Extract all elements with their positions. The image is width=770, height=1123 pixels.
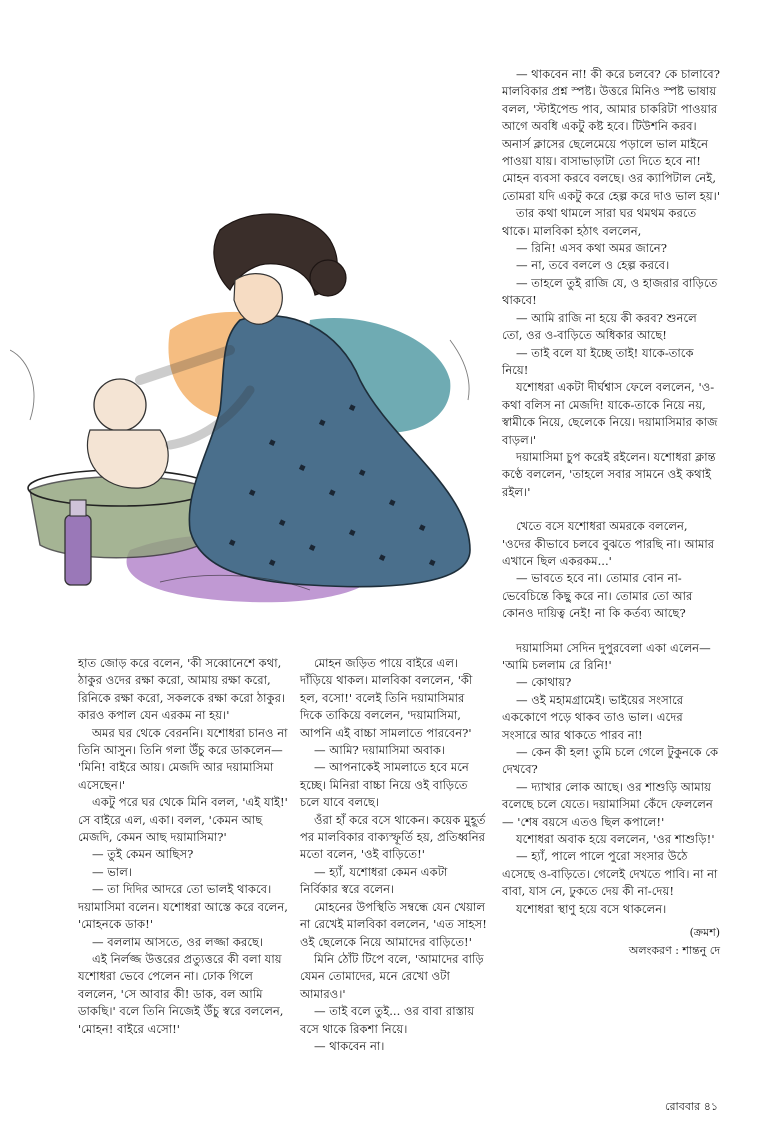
paragraph: যশোধরা অবাক হয়ে বললেন, 'ওর শাশুড়ি!' (516, 832, 715, 847)
paragraph: — তা দিদির আদরে তো ভালই থাকবে। দয়ামাসিমা বলেন। যশোধরা আস্তে করে বলেন, 'মোহনকে ডাক!' (78, 882, 288, 932)
paragraph: — তাই বলে যা ইচ্ছে তাই! যাকে-তাকে নিয়ে! (502, 345, 694, 377)
paragraph: — কেন কী হল! তুমি চলে গেলে টুকুনকে কে দেখবে? (502, 745, 719, 777)
column-bottom-middle (300, 655, 488, 1055)
page-footer: রোববার ৪১ (665, 1100, 718, 1113)
basin (30, 477, 210, 558)
paragraph: — আমি? দয়ামাসিমা অবাক। (314, 743, 446, 758)
paragraph: যশোধরা একটা দীর্ঘশ্বাস ফেলে বললেন, 'ও-কথা বলিস না মেজদি! যাকে-তাকে নিয়ে নয়, স্বামীকে নিয়ে, ছেলেকে নিয়ে। দয়ামাসিমার কাজ বাড়ল।' (502, 380, 718, 447)
paragraph: — থাকবেন না! কী করে চলবে? কে চালাবে? মালবিকার প্রশ্ন স্পষ্ট। উত্তরে মিনিও স্পষ্ট ভাষায় বলল, 'স্টাইপেন্ড পাব, আমার চাকরিটা পাওয়ার আগে অবধি একটু কষ্ট হবে। টিউশনি করব। অনার্স ক্লাসের ছেলেমেয়ে পড়ালে ভাল মাইনে পাওয়া যায়। বাসাভাড়াটা তো দিতে হবে না! মোহন ব্যবসা করবে বলছে। ওর ক্যাপিটাল নেই, তোমরা যদি একটু করে হেল্প করে দাও ভাল হয়।' (502, 67, 721, 203)
baby-head (94, 379, 146, 431)
paragraph: অমর ঘর থেকে বেরননি। যশোধরা চানও না তিনি আসুন। তিনি গলা উঁচু করে ডাকলেন— 'মিনি! বাইরে আয়। মেজদি আর দয়ামাসিমা এসেছেন।' (78, 725, 288, 792)
paragraph: — দ্যাখার লোক আছে। ওর শাশুড়ি আমায় বলেছে চলে যেতে। দয়ামাসিমা কেঁদে ফেললেন— 'শেষ বয়সে এতও ছিল কপালে!' (502, 779, 713, 829)
paragraph: — আপনাকেই সামলাতে হবে মনে হচ্ছে। মিনিরা বাচ্চা নিয়ে ওই বাড়িতে চলে যাবে বলছে। (300, 760, 469, 810)
continued-marker: (ক্রমশ) (689, 926, 720, 940)
column-bottom-left (78, 655, 288, 1038)
paragraph: — কোথায়? (516, 675, 572, 690)
paragraph: — তাহলে তুই রাজি যে, ও হাজরার বাড়িতে থাকবে! (502, 275, 718, 308)
paragraph: — ভাবতে হবে না। তোমার বোন না-ভেবেচিন্তে কিছু করে না। তোমার তো আর কোনও দায়িত্ব নেই! না কি কর্তব্য আছে? (502, 571, 693, 621)
paragraph: একটু পরে ঘর থেকে মিনি বলল, 'এই যাই!' সে বাইরে এল, একা। বলল, 'কেমন আছ মেজদি, কেমন আছ দয়ামাসিমা?' (78, 795, 288, 845)
paragraph: — বললাম আসতে, ওর লজ্জা করছে। (92, 934, 264, 949)
paragraph: হাত জোড় করে বলেন, 'কী সব্বোনেশে কথা, ঠাকুর ওদের রক্ষা করো, আমায় রক্ষা করো, রিনিকে রক্ষা করো, সকলকে রক্ষা করো ঠাকুর। কারও কপাল যেন এরকম না হয়।' (78, 656, 286, 723)
paragraph: — রিনি! এসব কথা অমর জানে? (516, 241, 667, 256)
paragraph: — থাকবেন না। (314, 1038, 385, 1053)
paragraph: — হ্যাঁ, পালে পালে পুরো সংসার উঠে এসেছে ও-বাড়িতে। গেলেই দেখতে পাবি। না না বাবা, যাস নে, ঢুকতে দেয় কী না-দেয়! (502, 849, 718, 899)
paragraph: দয়ামাসিমা চুপ করেই রইলেন। যশোধরা ক্লান্ত কণ্ঠে বললেন, 'তাহলে সবার সামনে ওই কথাই রইল।' (502, 449, 716, 499)
paragraph: তার কথা থামলে সারা ঘর থমথম করতে থাকে। মালবিকা হঠাৎ বললেন, (502, 206, 697, 238)
paragraph: মিনি ঠোঁট টিপে বলে, 'আমাদের বাড়ি যেমন তোমাদের, মনে রেখো ওটা আমারও।' (300, 951, 484, 1001)
paragraph: — আমি রাজি না হয়ে কী করব? শুনলে তো, ওর ও-বাড়িতে অধিকার আছে! (502, 310, 697, 343)
lotion-bottle (65, 515, 91, 585)
paragraph: এই নির্লজ্জ উত্তরের প্রত্যুত্তরে কী বলা যায় যশোধরা ভেবে পেলেন না। ঢোক গিলে বললেন, 'সে আবার কী! ডাক, বল আমি ডাকছি।' বলে তিনি নিজেই উঁচু স্বরে বললেন, 'মোহন! বাইরে এসো!' (78, 951, 284, 1036)
paragraph: — তাই বলে তুই... ওর বাবা রাস্তায় বসে থাকে রিকশা নিয়ে। (300, 1004, 475, 1036)
column-top-right (502, 66, 720, 959)
paragraph: — ভাল। (92, 864, 133, 879)
lotion-bottle-cap (70, 500, 86, 516)
woman-hair-bun (310, 260, 346, 296)
paragraph: ওঁরা হাঁ করে বসে থাকেন। কয়েক মুহূর্ত পর মালবিকার বাক্যস্ফূর্তি হয়, প্রতিধ্বনির মতো বলেন, 'ওই বাড়িতে!' (300, 812, 486, 862)
paragraph: যশোধরা স্থাণু হয়ে বসে থাকলেন। (516, 901, 667, 916)
paragraph: দয়ামাসিমা সেদিন দুপুরবেলা একা এলেন— 'আমি চললাম রে রিনি!' (502, 640, 711, 672)
paragraph: — ওই মহামগ্রামেই। ভাইয়ের সংসারে এককোণে পড়ে থাকব তাও ভাল। এদের সংসারে আর থাকতে পারব না! (502, 692, 684, 742)
illustration-credit: অলংকরণ : শান্তনু দে (628, 943, 720, 957)
paragraph: মোহন জড়িত পায়ে বাইরে এল। দাঁড়িয়ে থাকল। মালবিকা বললেন, 'কী হল, বসো!' বলেই তিনি দয়ামাসিমার দিকে তাকিয়ে বললেন, 'দয়ামাসিমা, আপনি এই বাচ্চা সামলাতে পারবেন?' (300, 656, 473, 740)
paragraph: — তুই কেমন আছিস? (92, 847, 194, 862)
paragraph: খেতে বসে যশোধরা অমরকে বললেন, 'ওদের কীভাবে চলবে বুঝতে পারছি না। আমার এখানে ছিল একরকম...' (502, 519, 715, 568)
story-illustration (10, 190, 490, 620)
paragraph: — না, তবে বললে ও হেল্প করবে। (516, 258, 670, 273)
paragraph: মোহনের উপস্থিতি সম্বন্ধে যেন খেয়াল না রেখেই মালবিকা বললেন, 'এত সাহস! ওই ছেলেকে নিয়ে আমাদের বাড়িতে!' (300, 899, 487, 949)
paragraph: — হ্যাঁ, যশোধরা কেমন একটা নির্বিকার স্বরে বলেন। (300, 864, 448, 897)
